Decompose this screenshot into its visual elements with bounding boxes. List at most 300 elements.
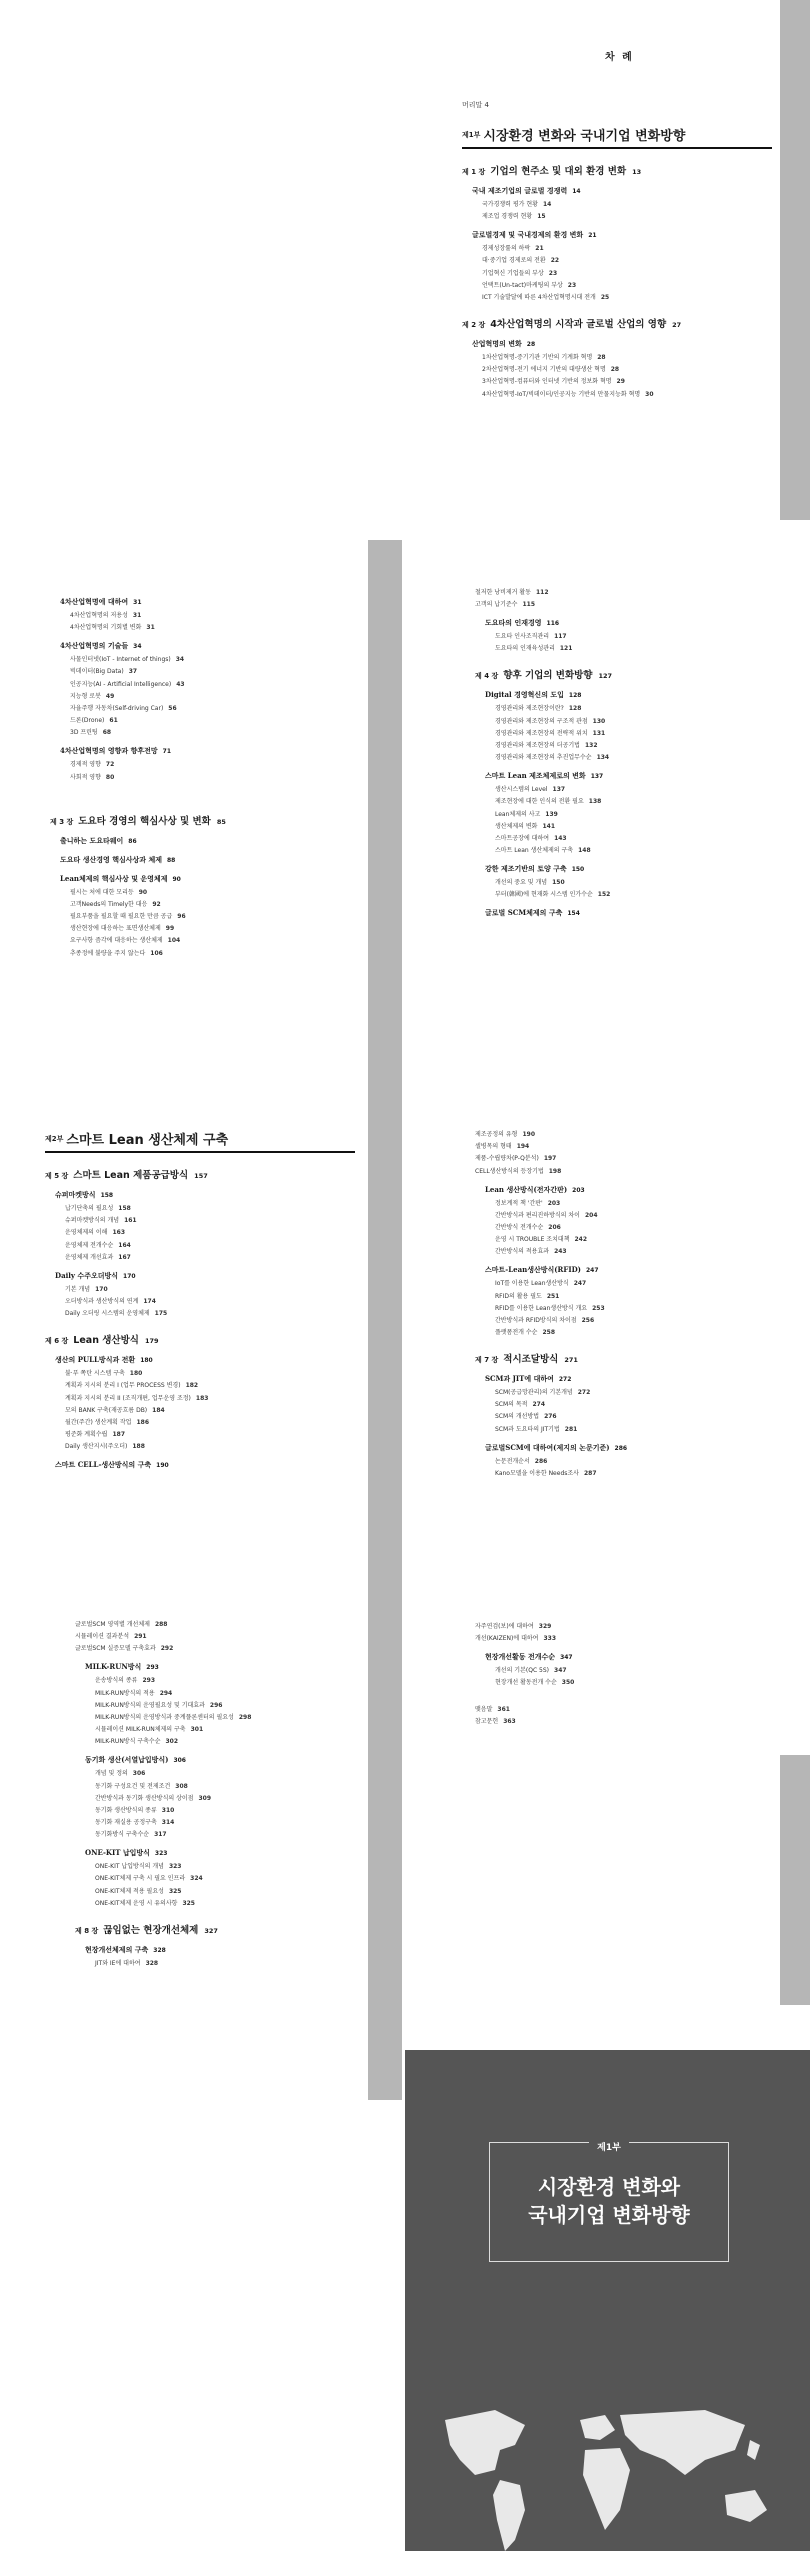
entry-page: 175	[154, 1310, 168, 1318]
chapter-number: 제 5 장	[45, 1172, 69, 1180]
entry-label: ONE-KIT체제 적용 필요성	[95, 1887, 164, 1895]
entry-page: 37	[128, 668, 138, 676]
entry-label: 사회적 영향	[70, 773, 101, 781]
section-page: 31	[133, 599, 142, 606]
section-title: 생산의 PULL방식과 전환	[55, 1355, 136, 1365]
list-item	[70, 680, 360, 689]
list-item	[475, 1154, 775, 1163]
section-title: 산업혁명의 변화	[472, 338, 522, 348]
entry-page: 347	[554, 1667, 567, 1675]
section-title: 스마트 CELL-생산방식의 구축	[55, 1460, 152, 1470]
list-item	[495, 785, 775, 794]
entry-label: 국가경쟁력 평가 현황	[482, 201, 538, 208]
list-item	[495, 810, 775, 819]
list-item	[70, 728, 360, 737]
entry-page: 324	[190, 1875, 203, 1883]
entry-page: 14	[542, 201, 552, 208]
chapter-heading	[462, 163, 772, 177]
entry-page: 243	[554, 1248, 567, 1256]
entry-page: 92	[152, 900, 161, 908]
chapter-heading	[45, 1167, 355, 1181]
entry-page: 30	[645, 390, 654, 398]
entry-page: 309	[198, 1794, 211, 1802]
section-heading	[85, 1848, 365, 1858]
list-item	[70, 888, 360, 897]
entry-page: 115	[522, 601, 536, 609]
entry-page: 184	[152, 1406, 165, 1414]
list-item	[495, 1666, 775, 1675]
list-item	[475, 600, 775, 609]
toc-panel-f	[75, 1620, 365, 1971]
list-item	[495, 1199, 775, 1208]
chapter-page: 179	[144, 1337, 159, 1346]
entry-label: 현장개선 활동전개 수순	[495, 1679, 557, 1687]
entry-page: 363	[503, 1717, 516, 1725]
entry-page: 28	[610, 366, 620, 374]
entry-page: 56	[168, 704, 177, 712]
entry-page: 61	[109, 717, 118, 725]
entry-label: 운송방식의 종류	[95, 1677, 138, 1685]
entry-page: 194	[516, 1143, 530, 1151]
list-item	[95, 1713, 365, 1722]
entry-label: 드론(Drone)	[70, 717, 105, 725]
section-title: 출니하는 도요타웨이	[60, 835, 124, 845]
list-item	[65, 1442, 355, 1451]
section-title: 스마트 Lean 제조체제로의 변화	[485, 771, 586, 781]
chapter-number: 제 1 장	[462, 168, 486, 176]
section-page: 247	[586, 1267, 599, 1275]
entry-page: 163	[112, 1229, 126, 1237]
list-item	[70, 773, 360, 782]
entry-page: 286	[534, 1457, 548, 1465]
entry-label: 경영관리와 제조현장의 더공기법	[495, 741, 580, 749]
chapter-heading	[45, 1332, 355, 1346]
section-heading	[60, 874, 360, 884]
chapter-number: 제 3 장	[50, 817, 74, 826]
list-item	[70, 623, 360, 632]
section-page: 21	[588, 232, 597, 240]
entry-label: 지능형 로봇	[70, 692, 101, 700]
entry-label: 셀병목의 형태	[475, 1143, 512, 1151]
list-item	[495, 1678, 775, 1687]
chapter-page: 27	[672, 320, 682, 329]
list-item	[70, 692, 360, 701]
entry-label: 4차산업혁명-IoT/빅데이터/인공지능 기반의 만물지능화 혁명	[482, 390, 641, 398]
entry-label: 간반방식과 편리진하방식의 차이	[495, 1211, 580, 1219]
list-item	[70, 912, 360, 921]
section-heading	[55, 1355, 355, 1365]
section-page: 272	[558, 1376, 572, 1384]
entry-label: 플랫폼전개 수순	[495, 1329, 538, 1337]
entry-page: 132	[584, 741, 598, 749]
entry-page: 22	[550, 257, 560, 265]
part-heading-1: 제1부 시장환경 변화와 국내기업 변화방향	[462, 124, 772, 149]
entry-label: Daily 생산지시(주오더)	[65, 1443, 128, 1451]
entry-label: 개선의 기본(QC 5S)	[495, 1667, 550, 1675]
entry-label: 경제적 영향	[70, 761, 101, 769]
entry-label: SCM의 목적	[495, 1401, 528, 1409]
entry-page: 23	[548, 269, 558, 277]
section-heading	[60, 641, 360, 651]
list-item	[495, 846, 775, 855]
entry-page: 141	[542, 822, 556, 830]
list-item	[482, 365, 772, 374]
section-title: 4차산업혁명에 대하여	[60, 597, 129, 606]
list-item	[95, 1806, 365, 1815]
list-item	[495, 1457, 775, 1466]
list-item	[495, 644, 775, 653]
list-item	[95, 1676, 365, 1685]
section-page: 154	[567, 910, 580, 918]
list-item	[482, 212, 772, 221]
list-item	[482, 244, 772, 253]
list-item	[65, 1369, 355, 1378]
section-title: ONE-KIT 납입방식	[85, 1848, 150, 1858]
entry-label: 철저한 낭비제거 활동	[475, 589, 531, 596]
entry-page: 188	[132, 1443, 145, 1451]
section-title: 국내 제조기업의 글로벌 경쟁력	[472, 186, 568, 195]
side-bar-top	[780, 0, 810, 520]
list-item	[482, 256, 772, 265]
list-item	[495, 1316, 775, 1325]
list-item	[65, 1253, 355, 1262]
part-cover	[405, 2050, 810, 2551]
entry-page: 148	[578, 847, 591, 855]
list-item	[65, 1394, 355, 1403]
entry-label: 스마트공장에 대하여	[495, 834, 550, 842]
entry-page: 143	[554, 834, 567, 842]
chapter-title: 도요타 경영의 핵심사상 및 변화	[78, 815, 211, 827]
section-title: 슈퍼마켓방식	[55, 1190, 96, 1199]
chapter-block	[475, 667, 775, 918]
entry-label: 고객의 납기준수	[475, 601, 518, 609]
entry-page: 174	[143, 1297, 156, 1305]
entry-label: 생산체제의 변화	[495, 822, 538, 830]
entry-label: 오더방식과 생산방식의 연계	[65, 1297, 139, 1305]
entry-page: 31	[146, 624, 155, 632]
list-item	[482, 377, 772, 386]
entry-page: 130	[592, 717, 606, 725]
list-item	[95, 1769, 365, 1778]
entry-label: 4차산업혁명의 저용성	[70, 612, 128, 619]
entry-page: 15	[537, 213, 546, 221]
section-page: 34	[133, 643, 142, 651]
entry-label: 필요부품을 필요할 때 필요한 만큼 공급	[70, 913, 173, 921]
entry-label: ICT 기술발달에 따른 4차산업혁명시대 전개	[482, 293, 596, 301]
entry-page: 28	[597, 353, 606, 361]
entry-label: 슈퍼마켓방식의 개념	[65, 1217, 120, 1225]
spacer	[475, 1691, 775, 1705]
entry-page: 161	[124, 1217, 137, 1225]
entry-page: 203	[547, 1199, 561, 1207]
list-item	[495, 729, 775, 738]
entry-label: 1차산업혁명-증기기관 기반의 기계화 혁명	[482, 353, 593, 361]
entry-page: 333	[543, 1635, 556, 1643]
entry-page: 325	[168, 1887, 182, 1895]
list-item	[65, 1285, 355, 1294]
list-item	[95, 1830, 365, 1839]
entry-page: 325	[182, 1899, 195, 1907]
section-page: 86	[128, 837, 137, 845]
chapter-heading	[75, 1922, 365, 1936]
entry-page: 150	[552, 879, 565, 887]
entry-label: 도요타의 인재육성관리	[495, 645, 555, 653]
entry-page: 310	[161, 1806, 175, 1814]
list-item	[495, 1328, 775, 1337]
entry-page: 306	[132, 1770, 146, 1778]
chapter-block	[462, 163, 772, 302]
chapter-heading	[475, 1351, 775, 1365]
entry-label: MILK-RUN방식의 운영필요성 및 기대효과	[95, 1701, 205, 1709]
entry-page: 361	[497, 1705, 510, 1713]
entry-label: 제조공정의 유형	[475, 1131, 518, 1138]
entry-page: 49	[105, 692, 115, 700]
section-page: 116	[546, 620, 560, 628]
chapter-block	[475, 1351, 775, 1478]
list-item	[70, 924, 360, 933]
entry-label: ONE-KIT 납입방식의 개념	[95, 1863, 164, 1871]
list-item	[475, 1130, 775, 1139]
entry-page: 72	[105, 761, 115, 769]
entry-label: 경제성장률의 하락	[482, 245, 531, 253]
entry-label: 부터(韓國)에 현재화 시스템 인가수순	[495, 891, 593, 899]
section-heading	[55, 1190, 355, 1200]
entry-page: 131	[592, 729, 606, 737]
entry-page: 206	[548, 1223, 561, 1231]
list-item	[70, 900, 360, 909]
entry-page: 258	[542, 1329, 556, 1337]
chapter-number: 제 2 장	[462, 320, 486, 329]
chapter-title: Lean 생산방식	[73, 1335, 139, 1347]
entry-label: 시뮬레이션 MILK-RUN체제의 구축	[95, 1726, 186, 1734]
section-heading	[472, 230, 772, 240]
entry-label: ONE-KIT체제 운영 시 유의사항	[95, 1899, 178, 1907]
list-item	[70, 704, 360, 713]
list-item	[70, 760, 360, 769]
list-item	[495, 717, 775, 726]
chapter-block	[50, 597, 360, 782]
entry-label: 경영관리와 제조현장이란?	[495, 705, 564, 713]
list-item	[75, 1620, 365, 1629]
chapter-number: 제 6 장	[45, 1337, 69, 1346]
list-item	[495, 753, 775, 762]
section-title: 글로벌SCM에 대하여(제지의 논문기준)	[485, 1442, 610, 1452]
entry-page: 137	[552, 786, 566, 794]
toc-panel-a	[462, 100, 772, 402]
entry-page: 251	[546, 1292, 560, 1300]
section-page: 293	[146, 1664, 159, 1672]
entry-label: Daily 오더링 시스템의 운영체제	[65, 1310, 150, 1318]
entry-label: ONE-KIT체제 구축 시 필요 인프라	[95, 1875, 186, 1883]
section-title: 글로벌경제 및 국내경제의 환경 변화	[472, 230, 584, 240]
section-page: 71	[162, 748, 172, 756]
chapter-block	[462, 316, 772, 399]
list-item	[65, 1228, 355, 1237]
entry-label: 시뮬레이션 결과분석	[75, 1633, 130, 1641]
entry-label: 인공지능(AI - Artificial Intelligence)	[70, 680, 172, 688]
entry-label: 계획과 지시의 분리 I (업무 PROCESS 변경)	[65, 1382, 181, 1390]
entry-page: 164	[118, 1241, 131, 1249]
entry-page: 112	[535, 589, 549, 596]
entry-label: RFID의 활용 필도	[495, 1292, 542, 1300]
section-heading	[60, 597, 360, 607]
entry-label: 고객Needs의 Timely한 대응	[70, 900, 148, 908]
side-bar-middle	[368, 540, 402, 2100]
entry-page: 99	[165, 925, 175, 933]
entry-label: 운영 시 TROUBLE 조치대책	[495, 1236, 570, 1244]
entry-label: 운영체제 개선효과	[65, 1253, 114, 1261]
entry-page: 301	[190, 1726, 204, 1734]
entry-label: 논문전개순서	[495, 1457, 530, 1465]
section-page: 170	[123, 1272, 136, 1280]
list-item	[475, 1167, 775, 1176]
section-title: Lean체제의 핵심사상 및 운영체제	[60, 873, 168, 883]
chapter-title: 향후 기업의 변화방향	[503, 670, 593, 682]
entry-label: 글로벌SCM 영역별 개선체제	[75, 1621, 150, 1628]
section-title: 현장개선체제의 구축	[85, 1944, 149, 1954]
list-item	[475, 1142, 775, 1151]
chapter-title: 기업의 현주소 및 대외 환경 변화	[490, 166, 627, 177]
chapter-page: 157	[194, 1172, 208, 1180]
entry-label: 생산현장에 대응하는 표면생산체제	[70, 925, 161, 933]
list-item	[95, 1887, 365, 1896]
entry-page: 21	[535, 245, 544, 253]
section-heading	[85, 1662, 365, 1672]
section-heading	[485, 1652, 775, 1662]
entry-label: CELL생산방식의 등장기법	[475, 1167, 544, 1175]
section-page: 137	[590, 773, 604, 781]
list-item	[95, 1959, 365, 1968]
list-item	[495, 1425, 775, 1434]
entry-label: 도요타 인사조직관리	[495, 633, 550, 641]
entry-label: RFID를 이용한 Lean생산방식 개요	[495, 1304, 588, 1312]
section-page: 180	[140, 1357, 153, 1365]
entry-label: SCM의 개선방법	[495, 1413, 540, 1421]
entry-label: 기본 개념	[65, 1285, 91, 1293]
list-item	[495, 878, 775, 887]
end-item	[475, 1705, 775, 1714]
entry-page: 134	[596, 754, 610, 762]
section-page: 328	[153, 1946, 166, 1954]
section-heading	[485, 1185, 775, 1195]
chapter-title: 4차산업혁명의 시작과 글로벌 산업의 영향	[490, 318, 667, 330]
chapter-number: 제 4 장	[475, 672, 499, 681]
section-page: 306	[173, 1757, 186, 1765]
entry-label: 자율주행 자동차(Self-driving Car)	[70, 704, 164, 712]
entry-page: 121	[559, 645, 573, 653]
entry-label: 대‧중기업 경제로의 전환	[482, 257, 546, 265]
entry-label: 사물인터넷(IoT - Internet of things)	[70, 656, 171, 664]
entry-page: 128	[568, 705, 582, 713]
entry-page: 117	[554, 633, 567, 641]
section-page: 158	[100, 1192, 114, 1199]
entry-label: 빅데이터(Big Data)	[70, 668, 124, 676]
list-item	[495, 741, 775, 750]
entry-page: 80	[105, 773, 115, 781]
list-item	[65, 1430, 355, 1439]
entry-page: 138	[588, 798, 602, 806]
entry-label: Kano모델을 이용한 Needs조사	[495, 1469, 579, 1477]
section-page: 203	[572, 1186, 585, 1194]
entry-label: 계획과 지시의 분리 II (조직개편, 업무운영 조정)	[65, 1394, 191, 1402]
section-heading	[55, 1460, 355, 1470]
section-title: 도요타 생산경영 핵심사상과 체제	[60, 854, 162, 864]
entry-label: 개선(KAIZEN)에 대하여	[475, 1635, 539, 1643]
entry-page: 152	[597, 891, 611, 899]
section-heading	[60, 836, 360, 846]
toc-title: 차 례	[605, 52, 634, 63]
entry-page: 183	[195, 1394, 209, 1402]
entry-label: 요구사항 즘각에 대응하는 생산체제	[70, 937, 163, 945]
list-item	[75, 1644, 365, 1653]
entry-page: 276	[544, 1413, 557, 1421]
entry-page: 186	[136, 1418, 149, 1426]
entry-label: 3차산업혁명-컴퓨터와 인터넷 기반의 정보화 혁명	[482, 378, 612, 386]
chapter-page: 127	[598, 672, 613, 681]
section-title: 현장개선활동 전개수순	[485, 1652, 556, 1662]
list-item	[95, 1874, 365, 1883]
list-item	[482, 293, 772, 302]
list-item	[495, 1235, 775, 1244]
entry-label: MILK-RUN방식의 적용	[95, 1689, 155, 1697]
end-item	[475, 1717, 775, 1726]
section-title: Lean 생산방식(전자간판)	[485, 1184, 568, 1194]
section-heading	[485, 618, 775, 628]
entry-label: 자주연검(보)에 대하여	[475, 1623, 534, 1630]
entry-page: 296	[209, 1701, 223, 1709]
entry-page: 104	[167, 937, 181, 945]
list-item	[495, 1304, 775, 1313]
list-item	[75, 1632, 365, 1641]
chapter-block	[475, 588, 775, 653]
section-heading	[85, 1945, 365, 1955]
entry-label: 불‧푸 쪽탄 시스템 구축	[65, 1370, 125, 1378]
chapter-block	[75, 1620, 365, 1908]
entry-page: 247	[573, 1280, 587, 1288]
entry-page: 158	[118, 1205, 131, 1212]
side-bar-bottom	[780, 1755, 810, 2005]
chapter-number: 제 7 장	[475, 1356, 499, 1365]
world-map-icon	[405, 2400, 810, 2551]
toc-panel-e	[475, 1130, 775, 1481]
list-item	[95, 1689, 365, 1698]
section-title: 글로벌 SCM체제의 구축	[485, 908, 563, 918]
part-heading-2: 제2부 스마트 Lean 생산체제 구축	[45, 1128, 355, 1153]
list-item	[95, 1782, 365, 1791]
entry-label: 간반방식과 동기화 생산방식의 상이점	[95, 1794, 194, 1802]
entry-page: 314	[161, 1819, 175, 1827]
chapter-block	[475, 1622, 775, 1726]
entry-label: 추종정에 불량을 주지 않는다	[70, 949, 146, 957]
entry-page: 308	[175, 1782, 188, 1790]
entry-page: 204	[584, 1211, 598, 1219]
chapter-block	[75, 1922, 365, 1968]
entry-page: 323	[168, 1863, 182, 1871]
cover-title: 시장환경 변화와 국내기업 변화방향	[528, 2175, 690, 2227]
entry-label: 스마트 Lean 생산체제의 구축	[495, 847, 574, 855]
section-heading	[60, 855, 360, 865]
chapter-block	[45, 1167, 355, 1318]
toc-panel-c	[475, 588, 775, 922]
entry-label: 경영관리와 제조현장의 전략적 위치	[495, 729, 588, 737]
list-item	[65, 1297, 355, 1306]
section-page: 90	[172, 875, 181, 883]
entry-page: 242	[574, 1236, 588, 1244]
entry-page: 329	[538, 1623, 552, 1630]
chapter-number: 제 8 장	[75, 1926, 99, 1935]
entry-label: MILK-RUN방식의 운영방식과 중계플론센터의 필요성	[95, 1713, 234, 1721]
section-title: 4차산업혁명의 영향과 향후전망	[60, 746, 158, 756]
